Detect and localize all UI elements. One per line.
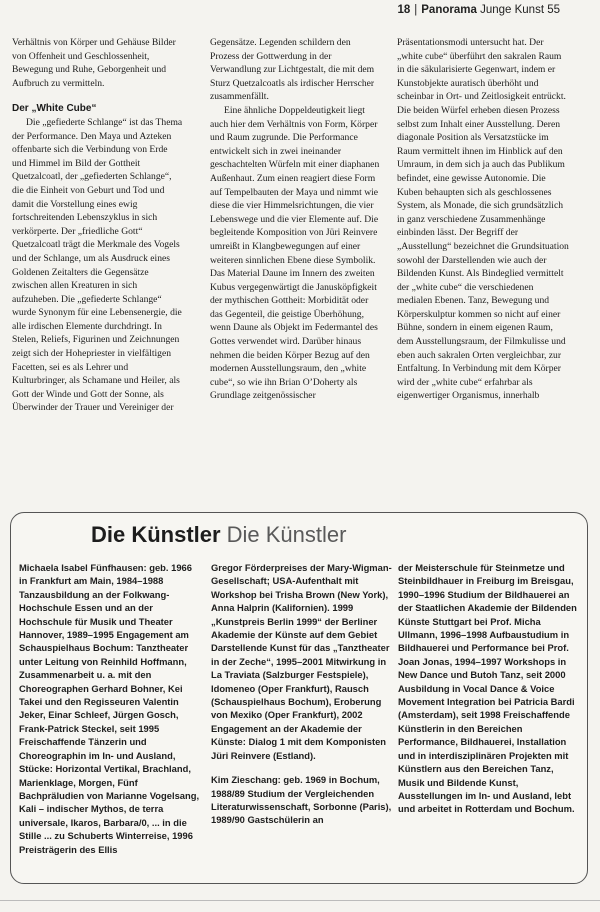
section-heading: Der „White Cube“ <box>12 103 97 115</box>
artist-bio: Gregor Förderpreises der Mary-Wigman-Gesellschaft; USA-Aufenthalt mit Workshop bei Trisha Brown (New York), Anna Halprin (Kalifornien). 1999 „Kunstpreis Berlin 1999“ der Berliner Akademie der Künste auf dem Gebiet Darstellende Kunst für das „Tanztheater in der Zeche“, 1995–2001 Mitwirkung in La Traviata (Salzburger Festspiele), Idomeneo (Oper Frankfurt), Rausch (Schauspielhaus Bochum), Eroberung von Mexiko (Oper Frankfurt), 2002 Engagement an der Akademie der Künste: Dialog 1 mit dem Komponisten Jüri Reinvere (Estland). <box>211 562 392 761</box>
artist-bio-column-1 <box>19 561 201 856</box>
title-light: Die Künstler <box>226 522 347 547</box>
article-paragraph: Gegensätze. Legenden schildern den Prozess der Gottwerdung in der Verwandlung zur Lichtgestalt, die mit dem Sturz Quetzalcoatls als irdischer Herrscher zusammenfällt. <box>210 37 375 103</box>
artists-box-title <box>91 521 346 549</box>
artists-info-box <box>10 512 588 884</box>
artist-bio-column-3 <box>398 561 580 816</box>
artist-bio: der Meisterschule für Steinmetze und Steinbildhauer in Freiburg im Breisgau, 1990–1996 Studium der Bildhauerei an der Staatlichen Akademie der Bildenden Künste Stuttgart bei Prof. Micha Ullmann, 1996–1998 Aufbaustudium in Bildhauerei und Performance bei Prof. Joan Jonas, 1994–1997 Workshops in New Dance und Butoh Tanz, seit 2000 Ausbildung in Vocal Dance & Voice Movement Integration bei Patricia Bardi (Amsterdam), seit 1998 Freischaffende Künstlerin in den Bereichen Performance, Bildhauerei, Installation und in interdisziplinären Projekten mit Künstlern aus den Bereichen Tanz, Musik und Bildende Kunst, Ausstellungen im In- und Ausland, lebt und arbeitet in Rotterdam und Bochum. <box>398 562 577 815</box>
page-number: 18 <box>397 4 411 16</box>
section-name: Panorama <box>421 4 477 16</box>
article-paragraph: Verhältnis von Körper und Gehäuse Bilder von Offenheit und Geschlossenheit, Bewegung und Ruhe, Geborgenheit und Aufbruch zu vermitteln. <box>12 37 176 89</box>
article-column-1 <box>12 36 184 415</box>
artist-bio-column-2 <box>211 561 393 827</box>
article-column-3 <box>397 36 569 403</box>
article-column-2 <box>210 36 382 403</box>
article-paragraph: Die „gefiederte Schlange“ ist das Thema der Performance. Den Maya und Azteken offenbarte sich die Verbindung von Erde und Himmel im Bild der Gottheit Quetzalcoatl, der „gefiederten Schlange“, die die Einheit von Geburt und Tod und damit die Vorstellung eines ewig fortschreitenden Lebenszyklus in sich verkörperte. Der „friedliche Gott“ Quetzalcoatl trägt die Merkmale des Vogels und der Schlange, um als Ausdruck eines Goldenen Zeitalters die Gegensätze zwischen allen Kreaturen in sich aufzuheben. Die „gefiederte Schlange“ wurde Synonym für eine Lebensenergie, die alle irdischen Elemente durchdringt. In Stelen, Reliefs, Figurinen und Zeichnungen zeigt sich der Hohepriester in vielfältigen Facetten, sei es als Lehrer und Kulturbringer, als Schamane und Heiler, als Gott der Winde und Gott der Sonne, als Überwinder der Trauer und Vereiniger der <box>12 116 183 414</box>
header-subtitle: Junge Kunst 55 <box>480 4 560 16</box>
artist-bio: Kim Zieschang: geb. 1969 in Bochum, 1988/89 Studium der Vergleichenden Literaturwissenschaft, Sorbonne (Paris), 1989/90 Gastschülerin an <box>211 774 392 826</box>
page-bottom-rule <box>0 900 600 901</box>
article-paragraph: Eine ähnliche Doppeldeutigkeit liegt auch hier dem Verhältnis von Form, Körper und Raum zugrunde. Die Performance entwickelt sich in zwei ineinander geschachtelten Würfeln mit einer diaphanen Außenhaut. Zum einen reagiert diese Form auf Tempelbauten der Maya und nimmt wie diese die vier Himmelsrichtungen, die vier Lebenswege und die vier Elemente auf. Die begleitende Komposition von Jüri Reinvere umreißt in Klangbewegungen auf einer weiteren sinnlichen Ebene diese Symbolik. Das Material Daune im Innern des zweiten Kubus vergegenwärtigt die Janusköpfigkeit der mythischen Gottheit: Morbidität oder das Gegenteil, die geistige Überhöhung, wenn Daune als Objekt im Federmantel des Gottes verwendet wird. Darüber hinaus nehmen die beiden Körper Bezug auf den modernen Ausstellungsraum, den „white cube“, so wie ihn Brian O’Doherty als Grundlage zeitgenössischer <box>210 104 380 402</box>
title-bold: Die Künstler <box>91 522 221 547</box>
page-header <box>397 4 560 16</box>
artist-bio: Michaela Isabel Fünfhausen: geb. 1966 in Frankfurt am Main, 1984–1988 Tanzausbildung an der Folkwang-Hochschule Essen und an der Hochschule für Musik und Theater Hannover, 1989–1995 Engagement am Schauspielhaus Bochum: Tanztheater unter Leitung von Reinhild Hoffmann, Zusammenarbeit u. a. mit den Choreographen Gerhard Bohner, Kei Takei und den Regisseuren Valentin Jeker, Einar Schleef, Jürgen Gosch, Frank-Patrick Steckel, seit 1995 Freischaffende Tänzerin und Choreographin im In- und Ausland, Stücke: Horizontal Vertikal, Brachland, Marienklage, Morgen, Fünf Bachpräludien von Marianne Vogelsang, Kali – indischer Mythos, de terra universale, Ikaros, Barbara/0, ... in die Stille ... zu Schuberts Winterreise, 1996 Preisträgerin des Ellis <box>19 562 200 855</box>
article-paragraph: Präsentationsmodi untersucht hat. Der „white cube“ überführt den sakralen Raum in die säkularisierte Gegenwart, indem er Kunstobjekte auratisch überhöht und scheinbar in Ort- und Zeitlosigkeit entrückt. Die beiden Würfel erheben diesen Prozess selbst zum Inhalt einer Ausstellung. Deren diagonale Position als Versatzstücke im Raum vermittelt ihnen im Hinblick auf den Umraum, in dem sich ja auch das Publikum befindet, eine gewisse Autonomie. Die Kuben behaupten sich als geschlossenes System, als Monade, die sich grundsätzlich in ganz verschiedene Zusammenhänge einbinden lässt. Der Begriff der „Ausstellung“ bezeichnet die Grundsituation sowohl der Darstellenden wie auch der Bildenden Kunst. Als Bindeglied vermittelt der „white cube“ die verschiedenen medialen Ebenen. Tanz, Bewegung und Körperskulptur kommen so nicht auf einer Bühne, sondern in einem eigenen Raum, dem Ausstellungsraum, der Filmkulisse und eben auch sakralen Orten vergleichbar, zur Entfaltung. In Verbindung mit dem Körper wird der „white cube“ erfahrbar als eigenwertiger Organismus, innerhalb <box>397 37 569 402</box>
header-separator: | <box>414 4 418 16</box>
